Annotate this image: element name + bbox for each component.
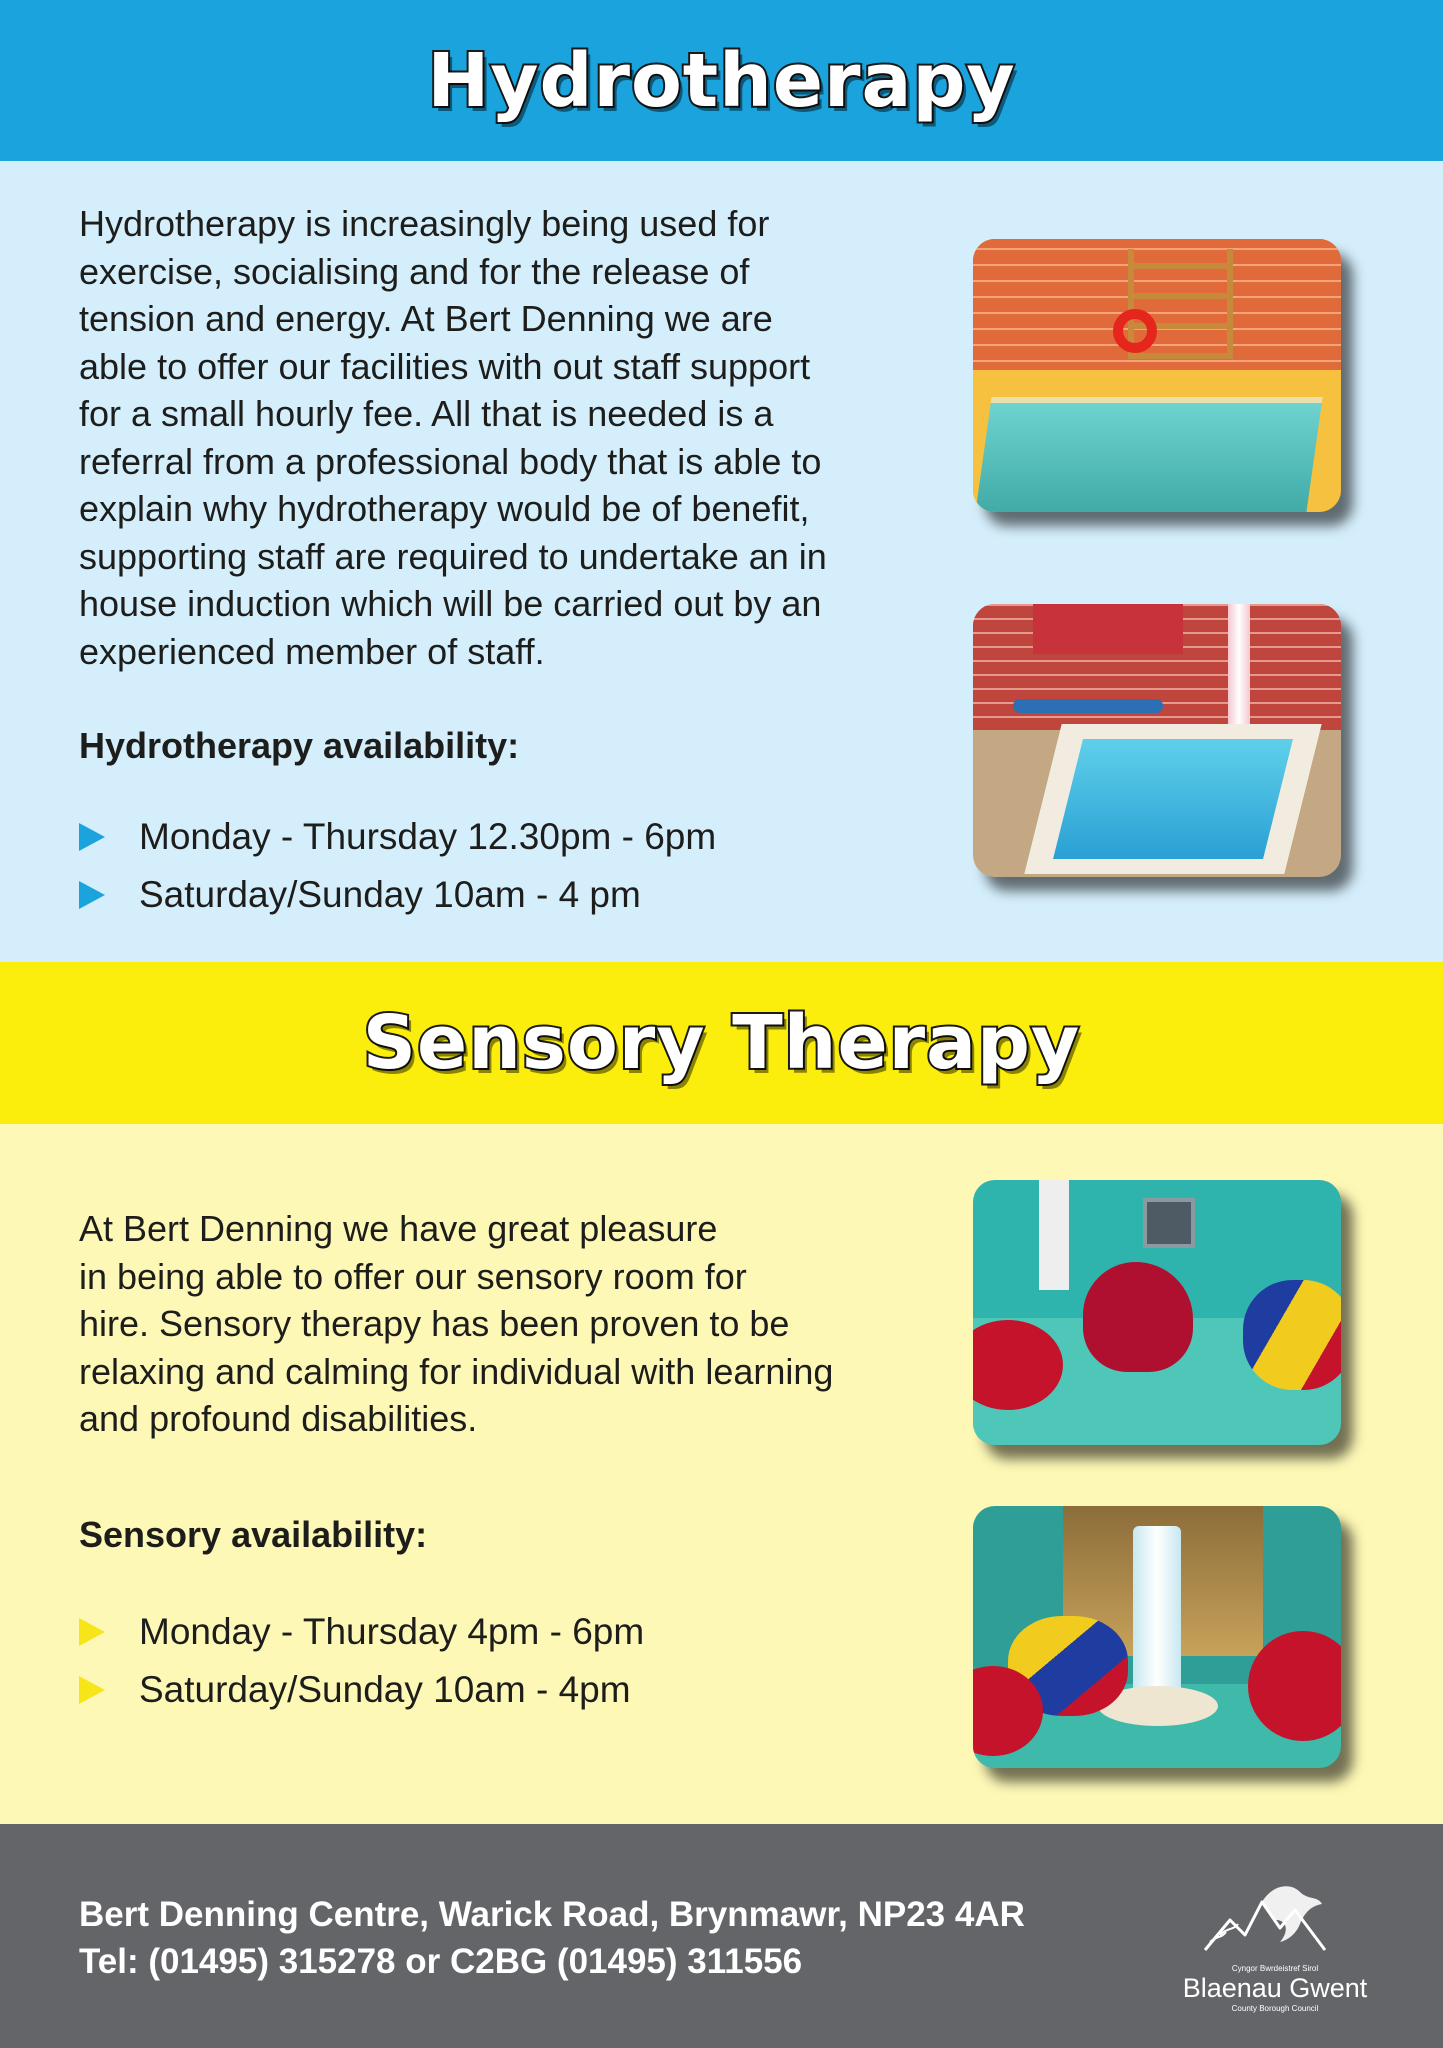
hydrotherapy-availability-heading: Hydrotherapy availability: [79,725,520,766]
availability-time: Monday - Thursday 12.30pm - 6pm [139,816,717,857]
hydrotherapy-availability-list [79,808,716,924]
paragraph-line: for a small hourly fee. All that is needed is a [79,393,774,434]
triangle-bullet-icon [79,823,105,851]
hydrotherapy-pool-photo [973,239,1341,512]
dragon-landscape-icon [1200,1880,1330,1960]
triangle-bullet-icon [79,1676,105,1704]
logo-subtitle: County Borough Council [1231,2004,1319,2013]
footer-telephone: Tel: (01495) 315278 or C2BG (01495) 311556 [79,1942,803,1981]
list-item [79,1603,644,1661]
paragraph-line: At Bert Denning we have great pleasure [79,1208,718,1249]
paragraph-line: relaxing and calming for individual with learning [79,1350,834,1392]
list-item [79,808,716,866]
sensory-banner [0,962,1443,1124]
hydrotherapy-pool-photo-2 [973,604,1341,877]
hydrotherapy-description [79,200,827,675]
hydrotherapy-banner [0,0,1443,161]
paragraph-line: hire. Sensory therapy has been proven to be [79,1303,790,1344]
sensory-room-photo [973,1180,1341,1445]
sensory-bubble-tube-photo [973,1506,1341,1768]
triangle-bullet-icon [79,1618,105,1646]
paragraph-line: tension and energy. At Bert Denning we are [79,298,773,339]
availability-time: Saturday/Sunday 10am - 4pm [139,1669,631,1710]
logo-name: Blaenau Gwent [1182,1973,1368,2003]
hydrotherapy-title: Hydrotherapy [427,37,1016,124]
council-logo [1160,1880,1390,2020]
sensory-description [79,1205,833,1443]
paragraph-line: experienced member of staff. [79,630,545,672]
list-item [79,1661,644,1719]
sensory-availability-heading: Sensory availability: [79,1514,428,1555]
footer-address: Bert Denning Centre, Warick Road, Brynmawr, NP23 4AR [79,1895,1025,1934]
list-item [79,866,716,924]
paragraph-line: explain why hydrotherapy would be of benefit, [79,488,810,529]
paragraph-line: house induction which will be carried out by an [79,583,822,624]
sensory-title: Sensory Therapy [362,1000,1081,1086]
paragraph-line: in being able to offer our sensory room for [79,1255,747,1297]
paragraph-line: exercise, socialising and for the release of [79,250,750,292]
logo-welsh-name: Cyngor Bwrdeistref Sirol [1231,1964,1319,1973]
paragraph-line: referral from a professional body that is able to [79,440,822,482]
availability-time: Monday - Thursday 4pm - 6pm [139,1611,645,1652]
triangle-bullet-icon [79,881,105,909]
availability-time: Saturday/Sunday 10am - 4 pm [139,874,641,915]
paragraph-line: Hydrotherapy is increasingly being used for [79,203,770,244]
sensory-availability-list [79,1603,644,1719]
paragraph-line: and profound disabilities. [79,1398,478,1439]
paragraph-line: able to offer our facilities with out staff support [79,345,811,387]
paragraph-line: supporting staff are required to undertake an in [79,535,827,577]
